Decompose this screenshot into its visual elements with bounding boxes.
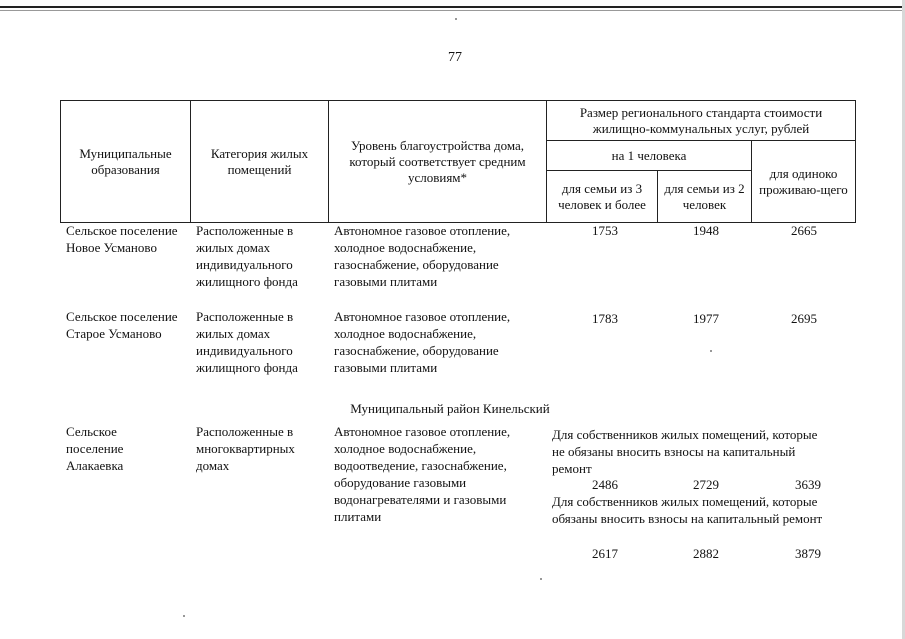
- row3-obliged-single: 3879: [795, 546, 821, 561]
- header-per-person: на 1 человека: [547, 141, 752, 171]
- row1-category: Расположенные в жилых домах индивидуального жилищного фонда: [196, 223, 298, 289]
- row3-municipality: Сельское поселение Алакаевка: [66, 424, 124, 473]
- row3-category: Расположенные в многоквартирных домах: [196, 424, 295, 473]
- row3-not-obliged-single: 3639: [795, 477, 821, 492]
- scan-speck: [183, 615, 185, 617]
- header-single: для одиноко проживаю-щего: [752, 141, 856, 223]
- row2-family3: 1783: [592, 311, 618, 326]
- scan-speck: [455, 18, 457, 20]
- row3-note-not-obliged: Для собственников жилых помещений, которые не обязаны вносить взносы на капитальный ремонт: [552, 427, 818, 476]
- header-level: Уровень благоустройства дома, который соответствует средним условиям*: [329, 101, 547, 223]
- header-municipality: Муниципальные образования: [61, 101, 191, 223]
- row3-not-obliged-family3: 2486: [592, 477, 618, 492]
- scan-speck: [540, 578, 542, 580]
- row3-level: Автономное газовое отопление, холодное водоснабжение, водоотведение, газоснабжение, оборудование газовыми водонагревателями и газовыми плитами: [334, 424, 511, 524]
- row2-single: 2695: [791, 311, 817, 326]
- header-family2: для семьи из 2 человек: [658, 171, 752, 223]
- district-heading: Муниципальный район Кинельский: [350, 401, 550, 416]
- row3-note-obliged: Для собственников жилых помещений, которые обязаны вносить взносы на капитальный ремонт: [552, 494, 823, 526]
- table-header: [60, 100, 856, 223]
- header-category: Категория жилых помещений: [191, 101, 329, 223]
- row1-family3: 1753: [592, 223, 618, 238]
- row2-family2: 1977: [693, 311, 719, 326]
- header-standard: Размер регионального стандарта стоимости жилищно-коммунальных услуг, рублей: [547, 101, 856, 141]
- row1-family2: 1948: [693, 223, 719, 238]
- scan-edge-line-faint: [0, 10, 905, 11]
- row2-category: Расположенные в жилых домах индивидуального жилищного фонда: [196, 309, 298, 375]
- header-family3: для семьи из 3 человек и более: [547, 171, 658, 223]
- row3-not-obliged-family2: 2729: [693, 477, 719, 492]
- row1-municipality: Сельское поселение Новое Усманово: [66, 223, 178, 255]
- page-number: 77: [448, 50, 462, 65]
- scan-speck: [710, 350, 712, 352]
- scan-edge-line: [0, 6, 905, 8]
- row2-municipality: Сельское поселение Старое Усманово: [66, 309, 178, 341]
- row1-single: 2665: [791, 223, 817, 238]
- row1-level: Автономное газовое отопление, холодное водоснабжение, газоснабжение, оборудование газовыми плитами: [334, 223, 511, 289]
- row2-level: Автономное газовое отопление, холодное водоснабжение, газоснабжение, оборудование газовыми плитами: [334, 309, 511, 375]
- row3-obliged-family2: 2882: [693, 546, 719, 561]
- row3-obliged-family3: 2617: [592, 546, 618, 561]
